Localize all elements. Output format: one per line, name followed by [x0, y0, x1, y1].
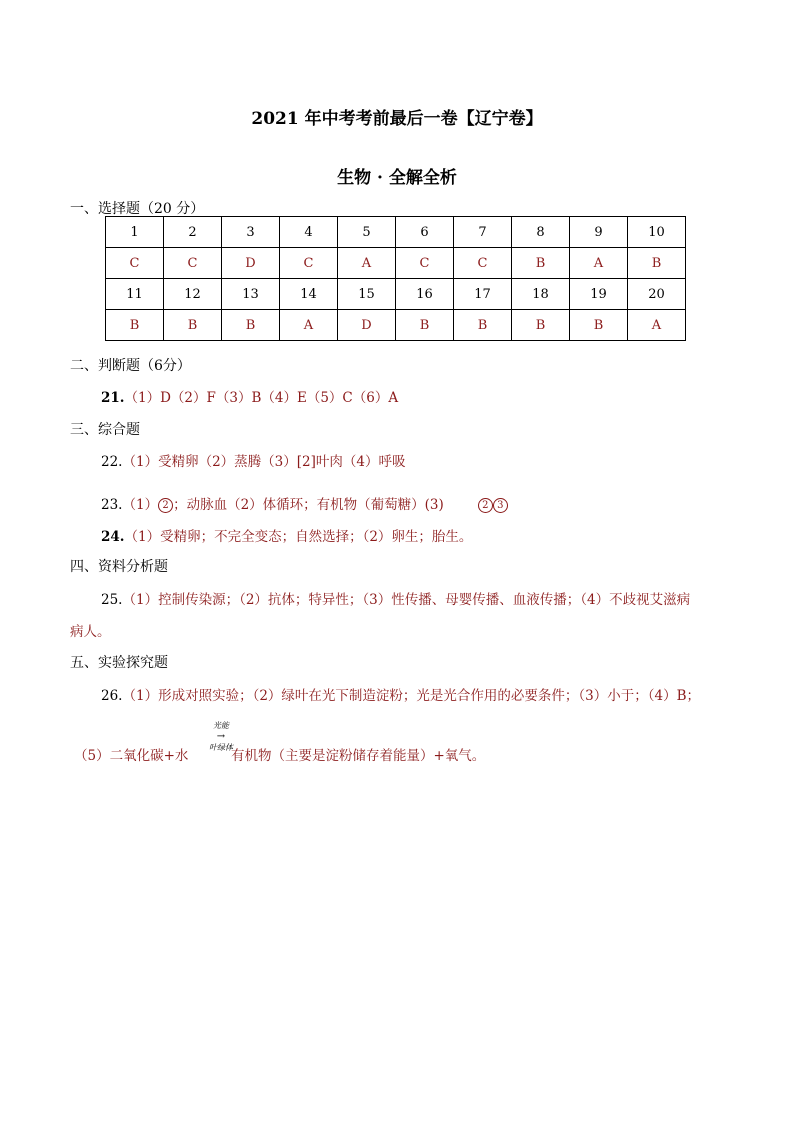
answer-25-cont: 病人。 — [70, 624, 111, 640]
table-cell: 14 — [280, 279, 338, 310]
arrow-condition-top: 光能 — [213, 721, 229, 730]
table-cell: B — [164, 310, 222, 341]
table-cell: 15 — [338, 279, 396, 310]
table-cell: C — [106, 248, 164, 279]
table-cell: D — [338, 310, 396, 341]
circled-number: 3 — [493, 498, 508, 513]
table-cell: B — [222, 310, 280, 341]
question-number: 26. — [101, 688, 123, 704]
table-cell: 4 — [280, 217, 338, 248]
table-cell: C — [454, 248, 512, 279]
section-heading-material: 四、资料分析题 — [70, 559, 168, 575]
question-number: 21. — [101, 390, 125, 406]
table-cell: 6 — [396, 217, 454, 248]
question-number: 25. — [101, 592, 123, 608]
table-row — [106, 279, 686, 310]
table-cell: A — [338, 248, 396, 279]
circled-number: 2 — [158, 498, 173, 513]
table-cell: A — [570, 248, 628, 279]
table-cell: B — [570, 310, 628, 341]
answer-26 — [101, 684, 700, 704]
table-cell: 18 — [512, 279, 570, 310]
answer-21 — [101, 386, 398, 406]
table-cell: 1 — [106, 217, 164, 248]
question-number: 24. — [101, 529, 125, 545]
page-subtitle: 生物 · 全解全析 — [337, 168, 457, 188]
table-cell: 10 — [628, 217, 686, 248]
table-cell: 12 — [164, 279, 222, 310]
table-cell: 13 — [222, 279, 280, 310]
table-cell: C — [396, 248, 454, 279]
arrow-glyph: → — [216, 731, 226, 742]
table-cell: B — [396, 310, 454, 341]
table-cell: 5 — [338, 217, 396, 248]
answer-text: （1） — [122, 497, 159, 513]
section-heading-experiment: 五、实验探究题 — [70, 655, 168, 671]
table-cell: B — [106, 310, 164, 341]
answer-22 — [101, 450, 405, 470]
table-cell: 11 — [106, 279, 164, 310]
answer-text: （1）形成对照实验；（2）绿叶在光下制造淀粉；光是光合作用的必要条件；（3）小于；（4）B； — [122, 688, 701, 704]
section-heading-judge: 二、判断题（6分） — [70, 358, 191, 374]
table-cell: B — [512, 310, 570, 341]
answer-text: （1）D（2）F（3）B（4）E（5）C（6）A — [124, 390, 399, 406]
table-cell: D — [222, 248, 280, 279]
page-title: 2021 年中考考前最后一卷【辽宁卷】 — [251, 109, 543, 129]
answer-text: ；动脉血（2）体循环；有机物（葡萄糖）(3) — [173, 497, 444, 513]
table-cell: C — [280, 248, 338, 279]
answer-text: （1）受精卵（2）蒸腾（3）[2]叶肉（4）呼吸 — [122, 454, 406, 470]
table-cell: B — [512, 248, 570, 279]
section-heading-comprehensive: 三、综合题 — [70, 422, 140, 438]
table-cell: A — [280, 310, 338, 341]
answer-text: （1）受精卵；不完全变态；自然选择；（2）卵生；胎生。 — [124, 529, 473, 545]
table-cell: B — [628, 248, 686, 279]
answer-23 — [101, 493, 508, 513]
answer-26-cont-a: （5）二氧化碳+水 — [74, 748, 189, 764]
table-cell: 20 — [628, 279, 686, 310]
table-cell: 16 — [396, 279, 454, 310]
answer-24 — [101, 525, 472, 545]
table-cell: 2 — [164, 217, 222, 248]
table-cell: 3 — [222, 217, 280, 248]
answer-table — [105, 216, 686, 341]
answer-text: （1）控制传染源；（2）抗体；特异性；（3）性传播、母婴传播、血液传播；（4）不歧视艾滋病 — [122, 592, 691, 608]
arrow-condition-bottom: 叶绿体 — [209, 743, 233, 752]
circled-number: 2 — [478, 498, 493, 513]
table-cell: 9 — [570, 217, 628, 248]
question-number: 23. — [101, 497, 123, 513]
table-cell: A — [628, 310, 686, 341]
table-row — [106, 248, 686, 279]
question-number: 22. — [101, 454, 123, 470]
table-cell: 19 — [570, 279, 628, 310]
table-cell: B — [454, 310, 512, 341]
answer-25 — [101, 588, 690, 608]
table-cell: 7 — [454, 217, 512, 248]
table-cell: C — [164, 248, 222, 279]
answer-26-cont-b: 有机物（主要是淀粉储存着能量）+氧气。 — [231, 748, 486, 764]
table-cell: 8 — [512, 217, 570, 248]
table-row — [106, 310, 686, 341]
table-cell: 17 — [454, 279, 512, 310]
section-heading-choice: 一、选择题（20 分） — [70, 201, 205, 217]
table-row — [106, 217, 686, 248]
